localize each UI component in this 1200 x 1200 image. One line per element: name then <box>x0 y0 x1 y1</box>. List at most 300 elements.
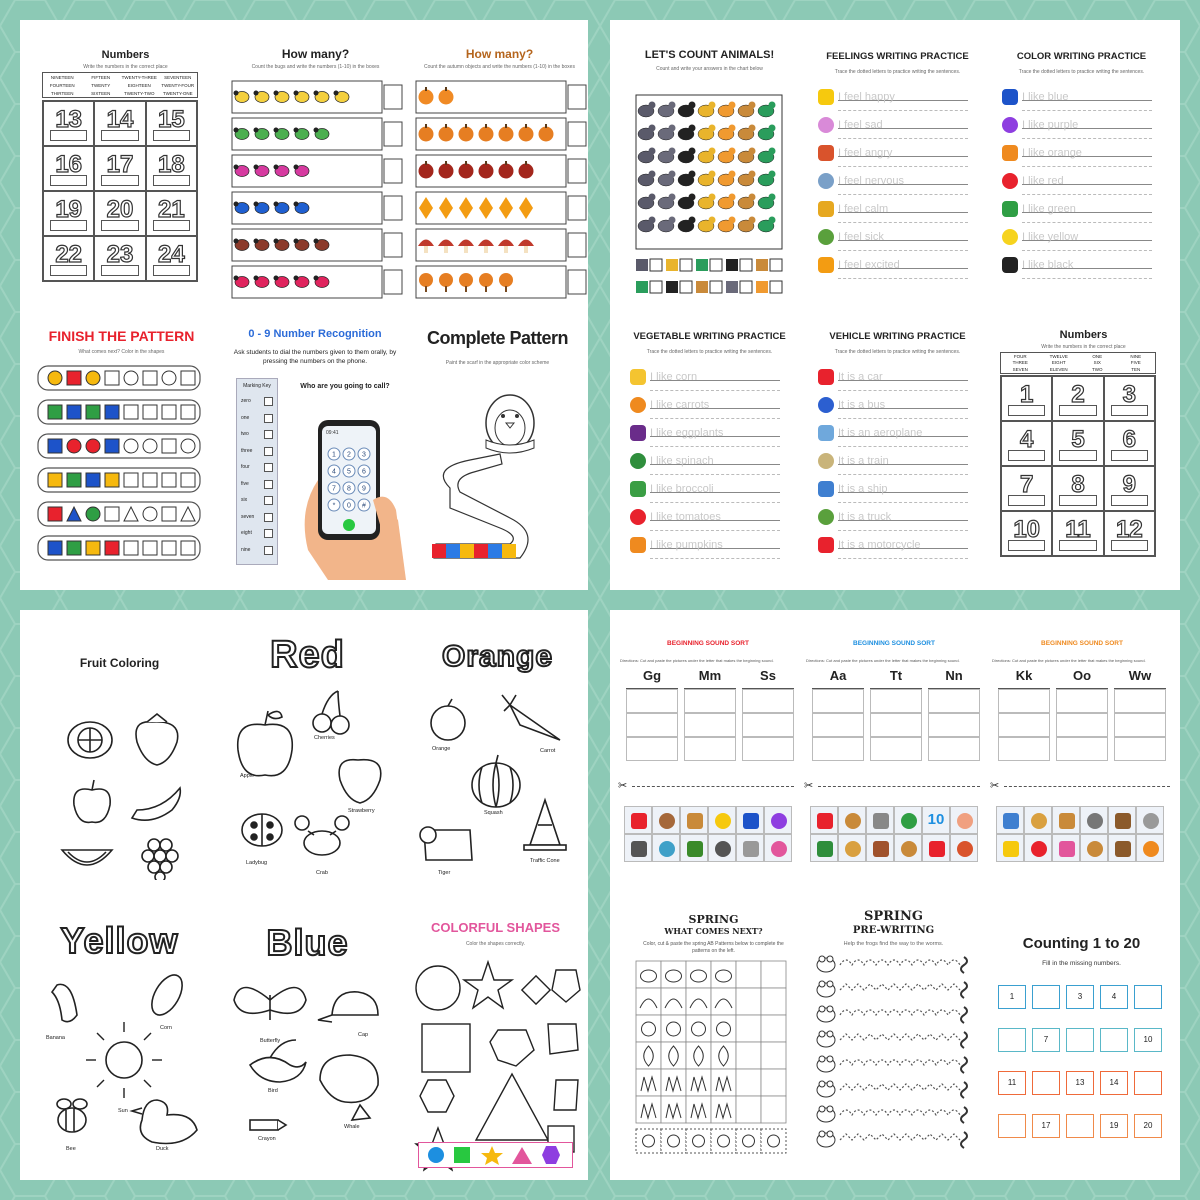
key-checkbox[interactable] <box>264 513 273 522</box>
answer-box[interactable] <box>1111 405 1149 416</box>
tracing-text: It is a bus <box>838 399 886 411</box>
square-shape <box>143 473 157 487</box>
label-strawberry: Strawberry <box>348 808 375 814</box>
spring-icon <box>641 970 657 982</box>
picture-card[interactable] <box>708 806 736 834</box>
tracing-text: It is an aeroplane <box>838 427 923 439</box>
worksheet-title: Orange <box>441 640 554 673</box>
label-squash: Squash <box>484 810 503 816</box>
number-outline-text: 12 <box>1115 516 1143 543</box>
answer-box[interactable] <box>153 130 191 141</box>
square-shape <box>162 439 176 453</box>
picture-card[interactable] <box>680 834 708 862</box>
pattern-cell <box>686 988 711 1015</box>
picture-card[interactable] <box>624 806 652 834</box>
answer-box[interactable] <box>153 220 191 231</box>
answer-box <box>650 281 662 293</box>
sort-cell[interactable] <box>1114 713 1166 737</box>
picture-card[interactable] <box>736 806 764 834</box>
answer-box[interactable] <box>1111 450 1149 461</box>
circle-shape <box>48 371 62 385</box>
number-cell <box>43 146 94 191</box>
number-cell <box>43 191 94 236</box>
square-shape <box>181 405 195 419</box>
key-checkbox[interactable] <box>264 529 273 538</box>
number-word-bank <box>1000 352 1156 374</box>
square-shape <box>105 473 119 487</box>
picture-icon <box>1003 813 1019 829</box>
pattern-cell <box>761 988 786 1015</box>
number-word: FIVE <box>1130 360 1141 366</box>
answer-box <box>568 233 586 257</box>
sort-cell[interactable] <box>812 737 864 761</box>
dial-key-label: 9 <box>362 485 366 493</box>
worksheet-orange-coloring <box>410 630 585 892</box>
sort-cell[interactable] <box>684 737 736 761</box>
sort-cell[interactable] <box>626 713 678 737</box>
picture-card[interactable] <box>866 834 894 862</box>
bird-icon <box>250 1040 306 1082</box>
picture-card[interactable] <box>652 806 680 834</box>
picture-card[interactable] <box>736 834 764 862</box>
number-outline-text: 1 <box>1019 381 1034 408</box>
tracing-icon <box>630 481 646 497</box>
number-cell <box>1001 376 1052 421</box>
number-cell <box>43 236 94 281</box>
answer-box[interactable] <box>153 265 191 276</box>
sort-cell[interactable] <box>684 689 736 713</box>
worksheet-subtitle: Color the shapes correctly. <box>465 941 526 947</box>
whale-icon <box>320 1055 378 1120</box>
picture-icon <box>817 841 833 857</box>
scissors-icon: ✂ <box>804 780 814 792</box>
sort-cell[interactable] <box>742 713 794 737</box>
picture-icon <box>1087 813 1103 829</box>
crayon-icon <box>250 1120 286 1130</box>
picture-icon <box>1003 841 1019 857</box>
worksheet-title: Numbers <box>1059 329 1108 341</box>
sort-cell[interactable] <box>684 713 736 737</box>
sort-cell[interactable] <box>998 737 1050 761</box>
answer-box[interactable] <box>50 130 88 141</box>
worksheet-vegetable-writing <box>622 325 797 587</box>
tracing-icon <box>818 89 834 105</box>
tracing-icon <box>818 369 834 385</box>
picture-card[interactable] <box>996 834 1024 862</box>
tracing-text: It is a ship <box>838 483 888 495</box>
picture-card[interactable] <box>950 834 978 862</box>
fruit-outlines <box>32 680 207 880</box>
picture-card[interactable] <box>1080 834 1108 862</box>
worksheet-subtitle: Directions: Cut and paste the pictures under the letter that makes the beginning sound. <box>620 658 774 663</box>
orange-fruit-icon <box>431 699 465 740</box>
worksheet-title: Red <box>270 634 345 676</box>
key-checkbox[interactable] <box>264 397 273 406</box>
answer-box[interactable] <box>50 220 88 231</box>
picture-card[interactable] <box>866 806 894 834</box>
apple-icon <box>238 711 293 776</box>
picture-card[interactable] <box>1052 806 1080 834</box>
picture-card[interactable] <box>764 806 792 834</box>
worm-icon <box>961 1082 967 1098</box>
squash-icon <box>472 755 520 807</box>
answer-box[interactable] <box>101 265 139 276</box>
tracing-icon <box>818 257 834 273</box>
yellow-item-outlines <box>32 970 207 1170</box>
sort-cell[interactable] <box>626 689 678 713</box>
dial-key-label: * <box>332 502 336 510</box>
penguin-scarf-illustration <box>410 368 585 578</box>
number-outline-text: 7 <box>1019 471 1034 498</box>
pattern-cell <box>711 1096 736 1123</box>
picture-strip <box>996 806 1166 862</box>
tracing-text: I feel angry <box>838 147 893 159</box>
tracing-icon <box>818 453 834 469</box>
sort-column <box>870 688 922 763</box>
worksheet-title: Fruit Coloring <box>79 656 160 670</box>
label-sun: Sun <box>118 1108 128 1114</box>
worksheet-title: Complete Pattern <box>426 328 569 348</box>
picture-icon <box>1143 841 1159 857</box>
tracing-icon <box>818 173 834 189</box>
picture-card[interactable] <box>922 806 950 834</box>
pattern-cell <box>761 1069 786 1096</box>
count-box-blank[interactable] <box>1066 1114 1094 1138</box>
number-word: NINETEEN <box>50 74 74 80</box>
key-word: three <box>241 447 253 454</box>
picture-card[interactable] <box>996 806 1024 834</box>
number-word: SIXTEEN <box>91 90 111 96</box>
tracing-icon <box>630 509 646 525</box>
label-crayon: Crayon <box>258 1136 276 1142</box>
picture-card[interactable] <box>1024 806 1052 834</box>
picture-card[interactable] <box>950 806 978 834</box>
sort-cell[interactable] <box>928 713 980 737</box>
pattern-cell <box>736 988 761 1015</box>
letter-header: Kk <box>1015 668 1033 683</box>
label-crab: Crab <box>316 870 328 876</box>
worksheet-title: Numbers <box>101 49 150 61</box>
answer-box[interactable] <box>50 265 88 276</box>
animal-key-icon <box>666 281 678 293</box>
worksheet-spring-what-comes-next <box>626 905 801 1167</box>
tracing-icon <box>818 509 834 525</box>
key-checkbox[interactable] <box>264 430 273 439</box>
tracing-text: I feel nervous <box>838 175 905 187</box>
number-cell <box>94 191 145 236</box>
picture-card[interactable] <box>764 834 792 862</box>
square-shape <box>48 507 62 521</box>
sort-cell[interactable] <box>1056 689 1108 713</box>
worksheet-title: LET'S COUNT ANIMALS! <box>644 49 775 61</box>
square-shape <box>105 507 119 521</box>
key-checkbox[interactable] <box>264 463 273 472</box>
square-shape <box>67 541 81 555</box>
picture-card[interactable] <box>1052 834 1080 862</box>
animal-key-icon <box>636 259 648 271</box>
tracing-text: I like corn <box>650 371 698 383</box>
square-shape <box>105 439 119 453</box>
picture-icon <box>1059 813 1075 829</box>
tracing-text: I like eggplants <box>650 427 724 439</box>
color-key-strip <box>418 1142 573 1168</box>
number-cell <box>1104 511 1155 556</box>
tracing-icon <box>1002 173 1018 189</box>
key-checkbox[interactable] <box>264 496 273 505</box>
key-word: nine <box>241 546 251 553</box>
dial-key-label: 7 <box>332 485 336 493</box>
pattern-rows <box>34 360 209 582</box>
apple-icon <box>74 780 110 822</box>
number-word: THIRTEEN <box>51 90 74 96</box>
label-tiger: Tiger <box>438 870 451 876</box>
strawberry-icon <box>339 760 381 803</box>
picture-card[interactable] <box>922 834 950 862</box>
count-box: 13 <box>1066 1071 1094 1095</box>
picture-card[interactable] <box>838 806 866 834</box>
sort-cell[interactable] <box>1056 737 1108 761</box>
answer-box[interactable] <box>153 175 191 186</box>
spring-icon <box>667 1022 681 1036</box>
circle-shape <box>181 439 195 453</box>
letter-header: Oo <box>1072 668 1092 683</box>
square-shape <box>105 405 119 419</box>
letter-header: Mm <box>698 668 722 683</box>
tracing-text: I like yellow <box>1022 231 1079 243</box>
worksheet-subtitle: What comes next? Color in the shapes <box>78 349 165 355</box>
sort-cell[interactable] <box>1056 713 1108 737</box>
tracing-text: I like tomatoes <box>650 511 721 523</box>
picture-icon <box>631 813 647 829</box>
sort-cell[interactable] <box>870 689 922 713</box>
answer-box[interactable] <box>1008 495 1046 506</box>
animal-key-icon <box>666 259 678 271</box>
phone-time: 09:41 <box>326 430 339 436</box>
picture-card[interactable] <box>1024 834 1052 862</box>
number-word: SIX <box>1093 360 1101 366</box>
answer-box[interactable] <box>1059 450 1097 461</box>
phone-screen <box>322 426 376 534</box>
count-box-blank[interactable] <box>1100 1028 1128 1052</box>
count-box: 19 <box>1100 1114 1128 1138</box>
square-shape <box>67 473 81 487</box>
sort-cell[interactable] <box>928 737 980 761</box>
picture-card[interactable] <box>1080 806 1108 834</box>
worm-icon <box>961 1032 967 1048</box>
key-checkbox[interactable] <box>264 546 273 555</box>
circle-shape <box>162 371 176 385</box>
label-bee: Bee <box>66 1146 76 1152</box>
answer-box[interactable] <box>101 175 139 186</box>
number-cells-grid <box>42 100 198 282</box>
worksheet-number-recognition <box>220 320 410 582</box>
key-checkbox[interactable] <box>264 414 273 423</box>
answer-box <box>384 159 402 183</box>
answer-box[interactable] <box>1008 540 1046 551</box>
square-shape <box>162 507 176 521</box>
frog-icon <box>817 981 835 997</box>
number-outline-text: 21 <box>157 196 185 223</box>
sort-cell[interactable] <box>812 689 864 713</box>
circle-shape <box>143 439 157 453</box>
answer-box[interactable] <box>101 220 139 231</box>
count-box-blank[interactable] <box>1134 985 1162 1009</box>
worksheet-title: BEGINNING SOUND SORT <box>1041 640 1123 647</box>
answer-box[interactable] <box>1008 405 1046 416</box>
picture-card[interactable] <box>894 806 922 834</box>
number-cell <box>146 101 197 146</box>
picture-card[interactable] <box>624 834 652 862</box>
picture-card[interactable] <box>1108 834 1136 862</box>
worksheet-spring-pre-writing <box>806 905 981 1167</box>
panel-writing-worksheets <box>610 20 1180 590</box>
worksheet-beginning-sound-sort-2 <box>804 638 984 900</box>
picture-icon <box>873 841 889 857</box>
animal-key-icon <box>726 281 738 293</box>
number-word: TWELVE <box>1049 353 1068 359</box>
square-shape <box>162 541 176 555</box>
sort-cell[interactable] <box>998 713 1050 737</box>
worksheet-feelings-writing <box>810 45 985 307</box>
number-outline-text: 15 <box>157 106 185 133</box>
number-word: TWENTY <box>91 82 111 88</box>
pattern-cell <box>761 961 786 988</box>
count-box: 1 <box>998 985 1026 1009</box>
answer-box <box>770 259 782 271</box>
count-box-blank[interactable] <box>1032 1071 1060 1095</box>
answer-box[interactable] <box>1059 540 1097 551</box>
worksheet-how-many-bugs <box>228 45 403 307</box>
number-word: EIGHT <box>1051 360 1066 366</box>
sort-column <box>928 688 980 763</box>
answer-box[interactable] <box>1059 405 1097 416</box>
pattern-cell <box>661 1069 686 1096</box>
number-outline-text: 24 <box>157 241 185 268</box>
answer-box <box>740 281 752 293</box>
worksheet-subtitle: Color, cut & paste the spring AB Patterns below to complete the patterns on the left. <box>643 941 784 954</box>
count-box: 7 <box>1032 1028 1060 1052</box>
circle-shape <box>86 371 100 385</box>
worksheet-beginning-sound-sort-3 <box>990 638 1174 900</box>
answer-box <box>384 270 402 294</box>
picture-card[interactable] <box>810 834 838 862</box>
tracing-text: I like spinach <box>650 455 714 467</box>
picture-icon <box>873 813 889 829</box>
picture-card[interactable] <box>1136 806 1164 834</box>
picture-card[interactable] <box>810 806 838 834</box>
worksheet-title: 0 - 9 Number Recognition <box>248 328 382 340</box>
sort-cell[interactable] <box>626 737 678 761</box>
tracing-text: It is a car <box>838 371 883 383</box>
animal-key-icon <box>696 259 708 271</box>
sort-cell[interactable] <box>812 713 864 737</box>
sort-column <box>742 688 794 763</box>
answer-box[interactable] <box>1111 495 1149 506</box>
worksheet-title: Blue <box>266 922 349 963</box>
picture-card[interactable] <box>708 834 736 862</box>
tracing-path <box>840 984 960 990</box>
sort-cell[interactable] <box>742 689 794 713</box>
count-box-blank[interactable] <box>998 1114 1026 1138</box>
lemon-icon <box>68 722 112 758</box>
cherries-icon <box>313 691 349 734</box>
picture-icon <box>687 841 703 857</box>
sort-cell[interactable] <box>998 689 1050 713</box>
answer-box <box>384 233 402 257</box>
answer-box[interactable] <box>1111 540 1149 551</box>
frog-icon <box>817 1106 835 1122</box>
pattern-cell <box>636 1096 661 1123</box>
key-checkbox[interactable] <box>264 447 273 456</box>
answer-box <box>568 270 586 294</box>
answer-box[interactable] <box>1008 450 1046 461</box>
dial-key-label: 5 <box>347 468 351 476</box>
answer-box[interactable] <box>1059 495 1097 506</box>
animal-key-icon <box>696 281 708 293</box>
answer-box[interactable] <box>50 175 88 186</box>
number-cell <box>1001 421 1052 466</box>
dial-key-label: 4 <box>332 468 336 476</box>
picture-card[interactable] <box>894 834 922 862</box>
pattern-cell <box>736 961 761 988</box>
worksheet-colorful-shapes <box>408 910 583 1172</box>
count-box-blank[interactable] <box>1134 1071 1162 1095</box>
number-cell <box>1104 466 1155 511</box>
worksheet-subtitle: Write the numbers in the correct place <box>1041 344 1126 350</box>
key-word: four <box>241 464 250 470</box>
number-cells-grid <box>1000 375 1156 557</box>
number-cell <box>1052 511 1103 556</box>
worksheet-title: COLOR WRITING PRACTICE <box>1016 51 1147 62</box>
count-box-blank[interactable] <box>1066 1028 1094 1052</box>
sort-cell[interactable] <box>1114 737 1166 761</box>
picture-card[interactable] <box>1136 834 1164 862</box>
number-cell <box>1104 376 1155 421</box>
sort-cell[interactable] <box>928 689 980 713</box>
marking-key-row <box>241 546 273 556</box>
count-box-blank[interactable] <box>1032 985 1060 1009</box>
picture-card[interactable] <box>1108 806 1136 834</box>
label-cherries: Cherries <box>314 735 335 741</box>
tracing-text: I like pumpkins <box>650 539 723 551</box>
tracing-path <box>840 1110 960 1115</box>
picture-card[interactable] <box>680 806 708 834</box>
sort-cell[interactable] <box>1114 689 1166 713</box>
number-word: NINE <box>1130 353 1142 359</box>
count-box: 4 <box>1100 985 1128 1009</box>
sort-cell[interactable] <box>742 737 794 761</box>
number-word: TWENTY-THREE <box>121 74 157 80</box>
tracing-text: I feel calm <box>838 203 889 215</box>
picture-card[interactable] <box>652 834 680 862</box>
sort-cell[interactable] <box>870 737 922 761</box>
answer-box[interactable] <box>101 130 139 141</box>
picture-card[interactable] <box>838 834 866 862</box>
orange-item-outlines <box>410 685 585 885</box>
key-word: zero <box>241 398 251 404</box>
square-shape <box>143 541 157 555</box>
marking-key-row <box>241 496 273 506</box>
square-shape <box>181 371 195 385</box>
square-shape <box>143 371 157 385</box>
square-shape <box>124 473 138 487</box>
worksheet-how-many-autumn <box>412 45 587 307</box>
tracing-icon <box>630 537 646 553</box>
tracing-icon <box>630 397 646 413</box>
key-checkbox[interactable] <box>264 480 273 489</box>
sort-cell[interactable] <box>870 713 922 737</box>
count-box-blank[interactable] <box>998 1028 1026 1052</box>
